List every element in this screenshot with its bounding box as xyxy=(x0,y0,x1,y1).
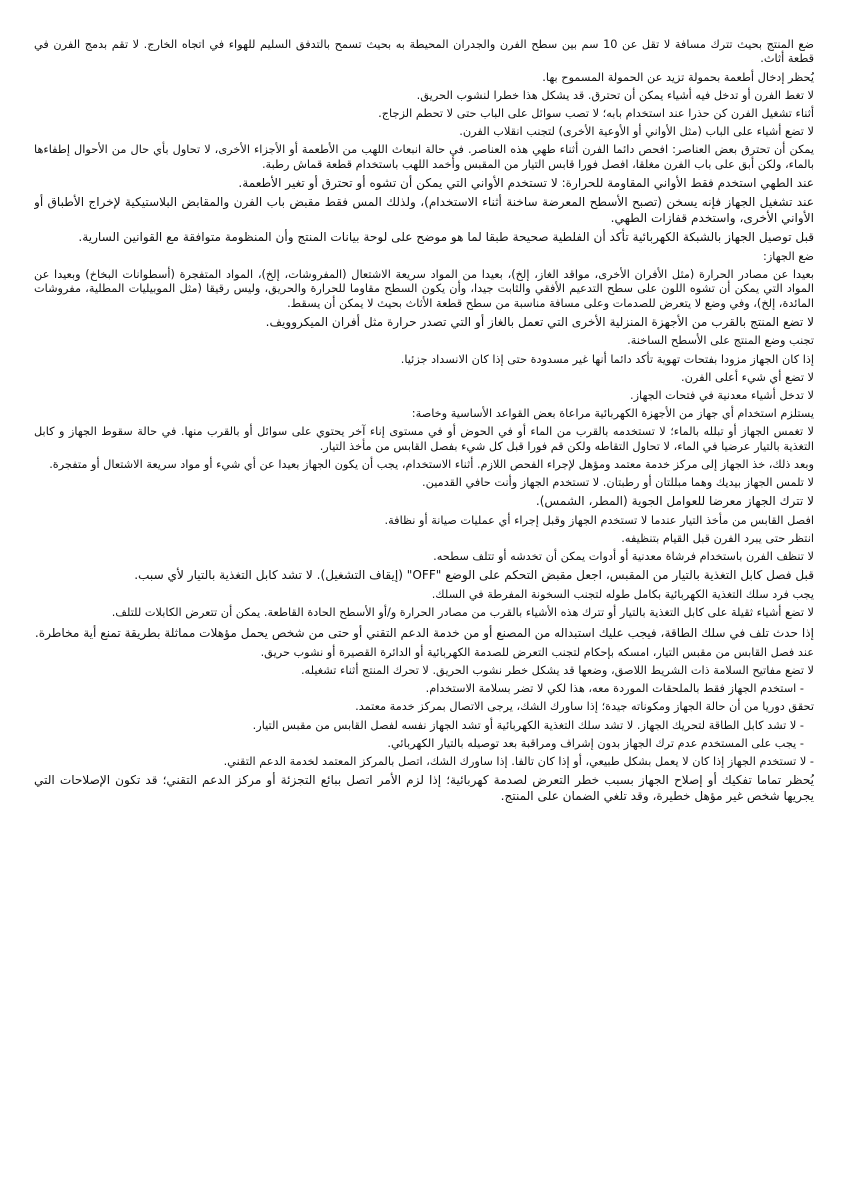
paragraph: وبعد ذلك، خذ الجهاز إلى مركز خدمة معتمد ومؤهل لإجراء الفحص اللازم. أثناء الاستخدام، يجب أن يكون الجهاز بعيدا عن أي شيء أو مواد سريعة الاشتعال أو متفجرة. xyxy=(49,458,814,472)
paragraph: يُحظر تماما تفكيك أو إصلاح الجهاز بسبب خطر التعرض لصدمة كهربائية؛ إذا لزم الأمر اتصل ببائع التجزئة أو مركز الدعم التقني؛ قد تكون الإصلاحات التي يجريها شخص غير مؤهل خطيرة، وقد تلغي الضمان على المنتج. xyxy=(34,773,814,803)
paragraph: عند تشغيل الجهاز فإنه يسخن (تصبح الأسطح المعرضة ساخنة أثناء الاستخدام)، ولذلك المس فقط مقبض باب الفرن والمقابض البلاستيكية لإخراج الأطباق أو الأواني الأخرى، واستخدم قفازات الطهي. xyxy=(34,195,814,226)
paragraph: تجنب وضع المنتج على الأسطح الساخنة. xyxy=(627,334,814,348)
paragraph: قبل فصل كابل التغذية بالتيار من المقبس، اجعل مقبض التحكم على الوضع "OFF" (إيقاف التشغيل). لا تشد كابل التغذية بالتيار لأي سبب. xyxy=(134,568,814,583)
paragraph: يجب فرد سلك التغذية الكهربائية بكامل طوله لتجنب السخونة المفرطة في السلك. xyxy=(431,587,814,601)
paragraph: لا تلمس الجهاز بيديك وهما مبللتان أو رطبتان. لا تستخدم الجهاز وأنت حافي القدمين. xyxy=(422,476,814,490)
paragraph: - لا تستخدم الجهاز إذا كان لا يعمل بشكل طبيعي، أو إذا كان تالفا. إذا ساورك الشك، اتصل بالمركز المعتمد لخدمة الدعم التقني. xyxy=(223,755,814,769)
paragraph: يمكن أن تحترق بعض العناصر: افحص دائما الفرن أثناء طهي هذه العناصر. في حالة انبعاث اللهب من الأطعمة أو الأجزاء الأخرى، لا تحاول بأي حال من الأحوال إطفاءها بالماء، ولكن أبق على باب الفرن مغلقا، افصل فورا قابس التيار من المقبس وأخمد اللهب باستخدام قطعة قماش رطبة. xyxy=(34,143,814,171)
paragraph: إذا حدث تلف في سلك الطاقة، فيجب عليك استبداله من المصنع أو من خدمة الدعم التقني أو حتى من شخص يحمل مؤهلات مماثلة بطريقة تمنع أية مخاطرة. xyxy=(34,626,814,641)
paragraph: عند الطهي استخدم فقط الأواني المقاومة للحرارة: لا تستخدم الأواني التي يمكن أن تشوه أو تحترق أو تغير الأطعمة. xyxy=(238,176,814,191)
paragraph: قبل توصيل الجهاز بالشبكة الكهربائية تأكد أن الفلطية صحيحة طبقا لما هو موضح على لوحة بيانات المنتج وأن المنظومة متوافقة مع القوانين السارية. xyxy=(78,230,814,245)
paragraph: - يجب على المستخدم عدم ترك الجهاز بدون إشراف ومراقبة بعد توصيله بالتيار الكهربائي. xyxy=(387,736,804,750)
paragraph: عند فصل القابس من مقبس التيار، امسكه بإحكام لتجنب التعرض للصدمة الكهربائية أو الدائرة القصيرة أو نشوب حريق. xyxy=(260,645,814,659)
paragraph: لا تغمس الجهاز أو تبلله بالماء؛ لا تستخدمه بالقرب من الماء أو في الحوض أو في مستوى إناء آخر يحتوي على سوائل أو بالقرب منها. في حالة سقوط الجهاز و كابل التغذية بالتيار عرضيا في الماء، لا تحاول التقاطه ولكن قم فورا قبل كل شيء بفصل القابس من مأخذ التيار. xyxy=(34,425,814,453)
paragraph: لا تضع أي شيء أعلى الفرن. xyxy=(681,370,814,384)
paragraph: انتظر حتى يبرد الفرن قبل القيام بتنظيفه. xyxy=(621,532,814,546)
manual-page xyxy=(34,38,814,1158)
paragraph: ضع الجهاز: xyxy=(763,249,814,263)
paragraph: لا تضع أشياء ثقيلة على كابل التغذية بالتيار أو تترك هذه الأشياء بالقرب من مصادر الحرارة و/أو الأسطح الحادة القاطعة. يمكن أن تتعرض الكابلات للتلف. xyxy=(111,606,814,620)
paragraph: لا تدخل أشياء معدنية في فتحات الجهاز. xyxy=(630,389,814,403)
paragraph: يستلزم استخدام أي جهاز من الأجهزة الكهربائية مراعاة بعض القواعد الأساسية وخاصة: xyxy=(411,407,814,421)
paragraph: لا تنظف الفرن باستخدام فرشاة معدنية أو أدوات يمكن أن تخدشه أو تتلف سطحه. xyxy=(433,550,814,564)
paragraph: افصل القابس من مأخذ التيار عندما لا تستخدم الجهاز وقبل إجراء أي عمليات صيانة أو نظافة. xyxy=(384,513,814,527)
paragraph: - لا تشد كابل الطاقة لتحريك الجهاز. لا تشد سلك التغذية الكهربائية أو تشد الجهاز نفسه لفصل القابس من مقبس التيار. xyxy=(252,718,804,732)
paragraph: إذا كان الجهاز مزودا بفتحات تهوية تأكد دائما أنها غير مسدودة حتى إذا كان الانسداد جزئيا. xyxy=(400,352,814,366)
paragraph: يُحظر إدخال أطعمة بحمولة تزيد عن الحمولة المسموح بها. xyxy=(542,70,814,84)
paragraph: لا تغط الفرن أو تدخل فيه أشياء يمكن أن تحترق. قد يشكل هذا خطرا لنشوب الحريق. xyxy=(416,88,814,102)
paragraph: لا تضع أشياء على الباب (مثل الأواني أو الأوعية الأخرى) لتجنب انقلاب الفرن. xyxy=(459,125,814,139)
paragraph: ضع المنتج بحيث تترك مسافة لا تقل عن 10 سم بين سطح الفرن والجدران المحيطة به بحيث تسمح بالتدفق السليم للهواء في اتجاه الخارج. لا تقم بدمج الفرن في قطعة أثاث. xyxy=(34,38,814,66)
paragraph: - استخدم الجهاز فقط بالملحقات الموردة معه، هذا لكي لا تضر بسلامة الاستخدام. xyxy=(425,682,804,696)
paragraph: لا تترك الجهاز معرضا للعوامل الجوية (المطر، الشمس). xyxy=(535,494,814,509)
paragraph: بعيدا عن مصادر الحرارة (مثل الأفران الأخرى، مواقد الغاز، إلخ)، بعيدا من المواد سريعة الاشتعال (المفروشات، إلخ)، المواد المتفجرة (أسطوانات البخاخ) وبعيدا عن المواد التي يمكن أن تشوه اللون على سطح التدعيم الأفقي والثابت جيدا، وأن يكون السطح مقاوما للحرارة والحريق، وليس رقيقا (مثل الموبيليات المطلية، مفروشات المائدة، إلخ)، وفي وضع لا يتعرض للصدمات وعلى مسافة مناسبة من سطح قطعة الأثاث بحيث لا يمكن أن يسقط. xyxy=(34,268,814,310)
paragraph: تحقق دوريا من أن حالة الجهاز ومكوناته جيدة؛ إذا ساورك الشك، يرجى الاتصال بمركز خدمة معتمد. xyxy=(355,700,814,714)
paragraph: أثناء تشغيل الفرن كن حذرا عند استخدام بابه؛ لا تصب سوائل على الباب حتى لا تحطم الزجاج. xyxy=(378,107,814,121)
paragraph: لا تضع المنتج بالقرب من الأجهزة المنزلية الأخرى التي تعمل بالغاز أو التي تصدر حرارة مثل أفران الميكروويف. xyxy=(265,315,814,330)
paragraph: لا تضع مفاتيح السلامة ذات الشريط اللاصق، وضعها قد يشكل خطر نشوب الحريق. لا تحرك المنتج أثناء تشغيله. xyxy=(300,664,814,678)
